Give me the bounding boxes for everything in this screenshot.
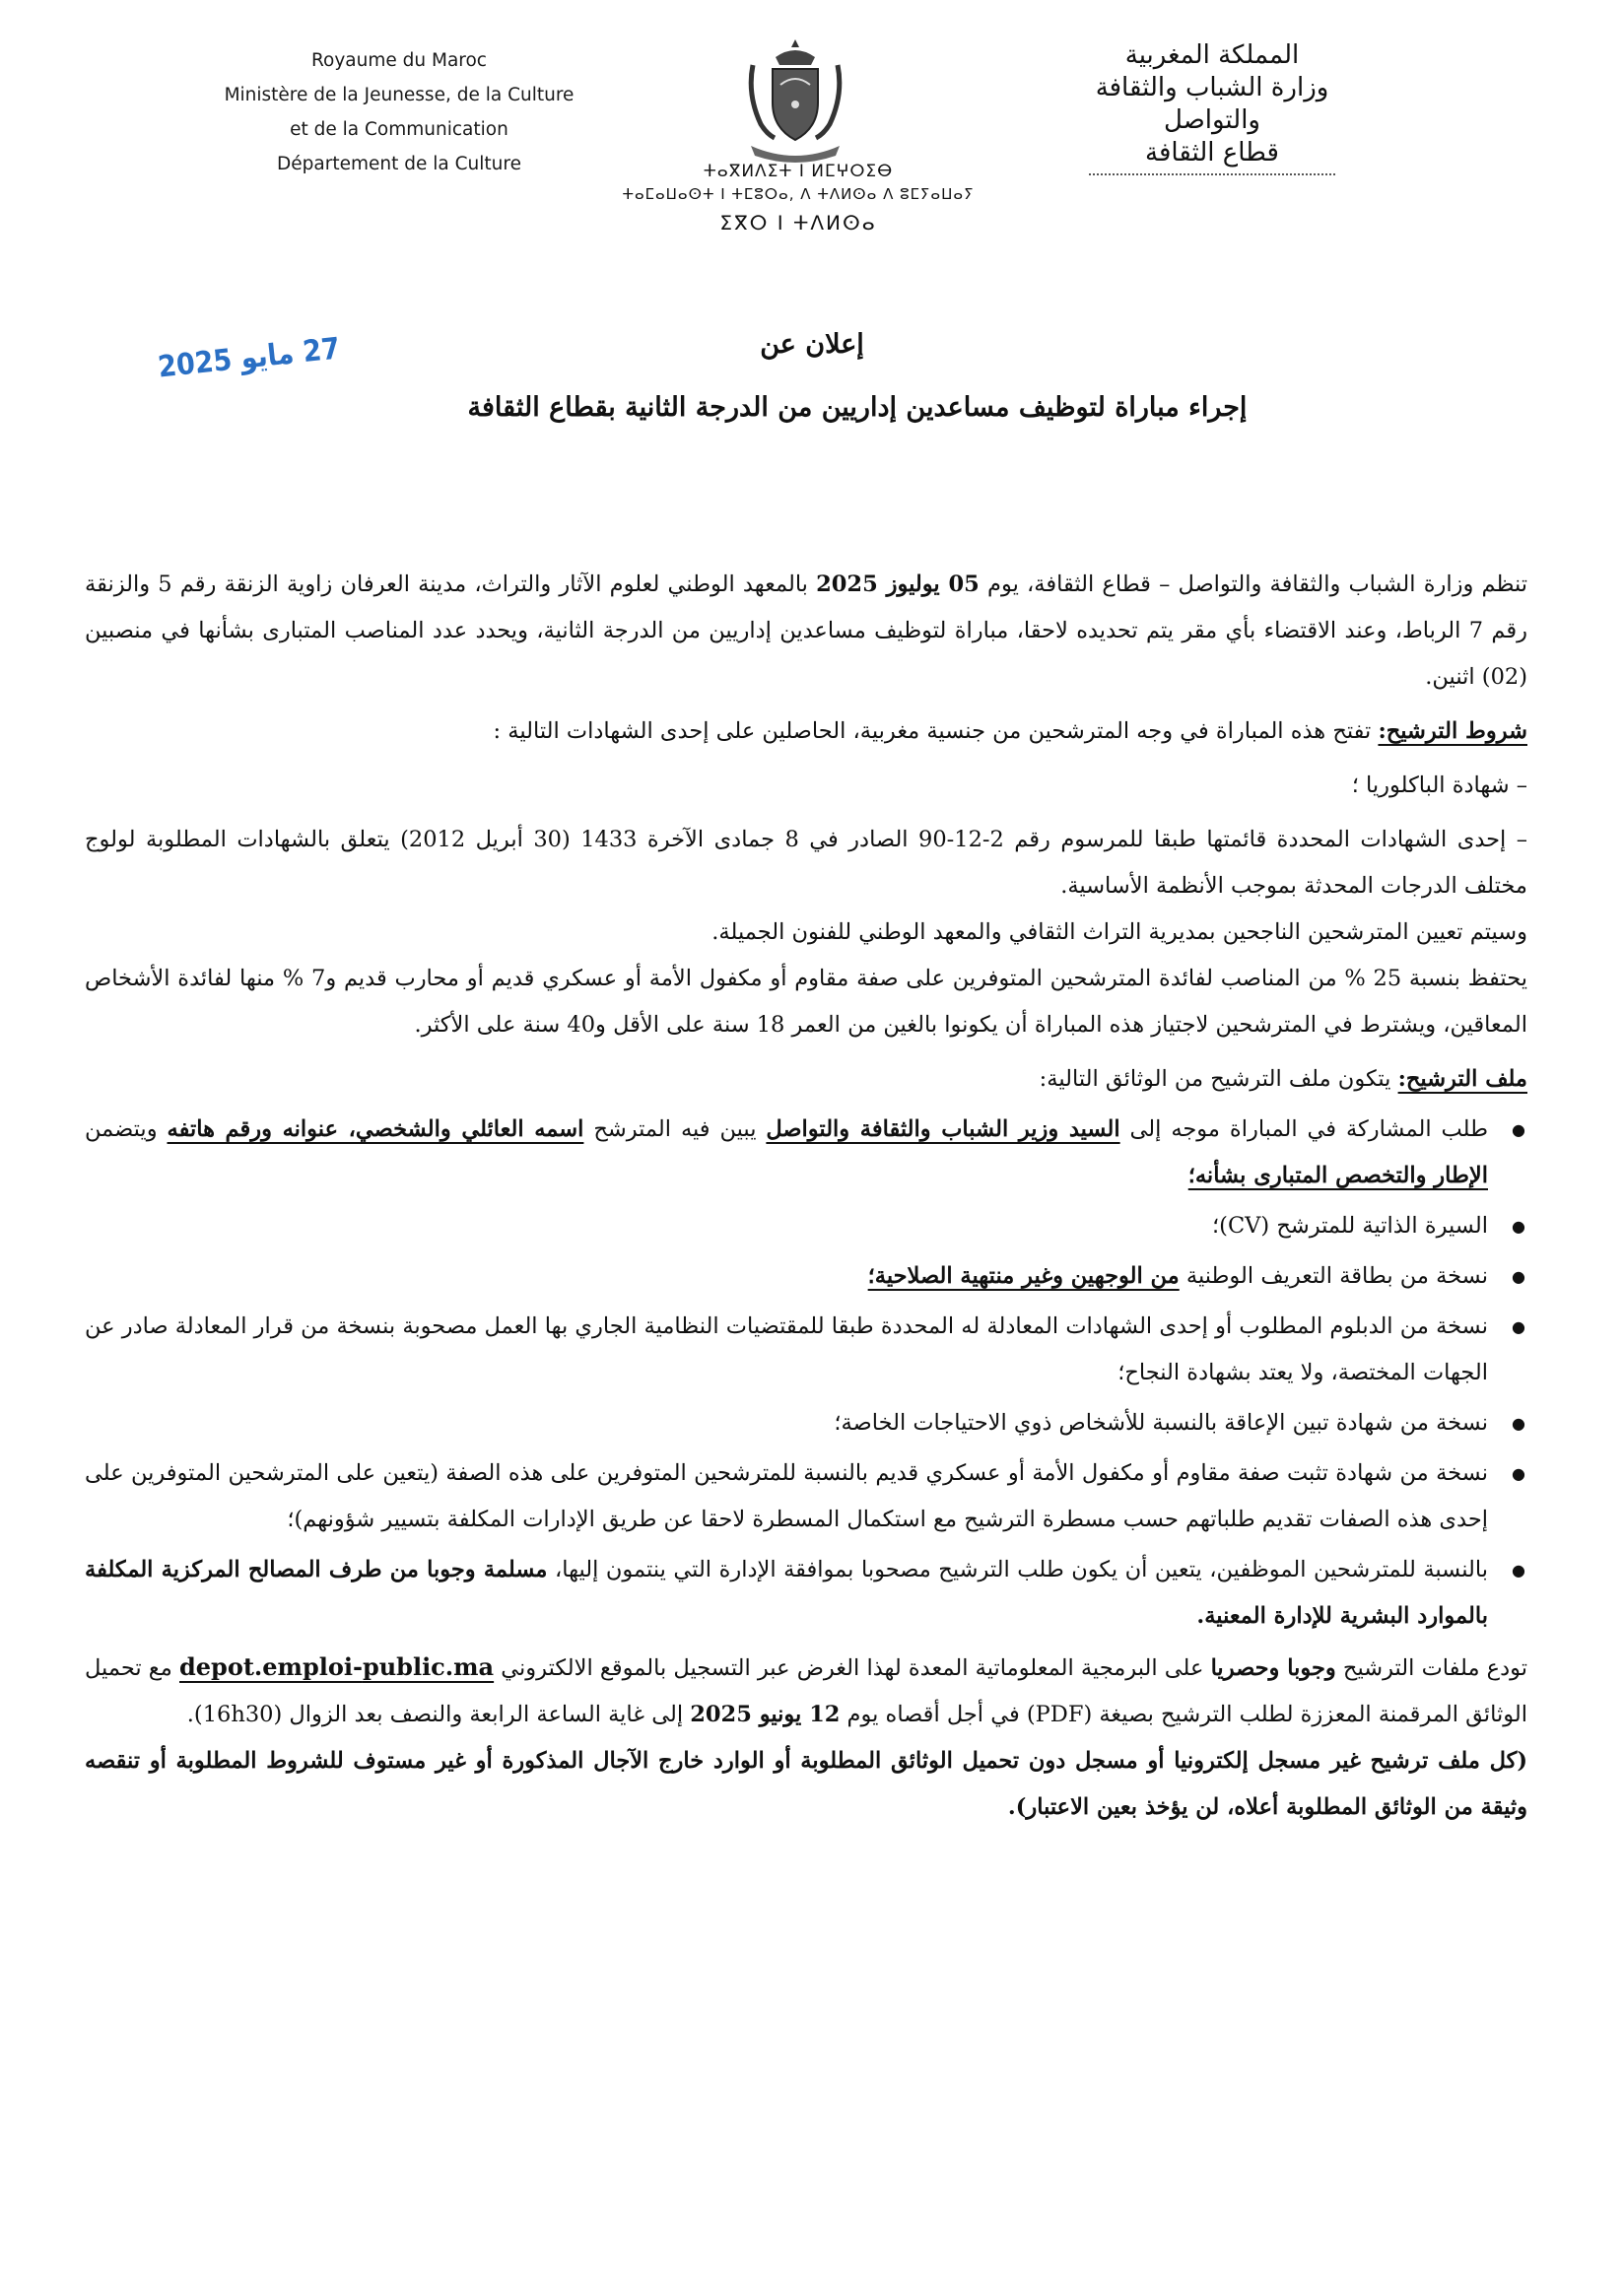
deposit-url-link[interactable]	[179, 1652, 494, 1681]
item-text: يبين فيه المترشح	[583, 1116, 767, 1142]
ar-header-line: وزارة الشباب والثقافة	[1095, 73, 1329, 102]
document-item	[85, 1547, 1527, 1640]
tifinagh-line: ⵉⴳⵔ ⵏ ⵜⴷⵍⵙⴰ	[719, 211, 877, 235]
documents-list	[85, 1107, 1527, 1640]
tifinagh-line: ⵜⴰⴳⵍⴷⵉⵜ ⵏ ⵍⵎⵖⵔⵉⴱ	[703, 162, 894, 181]
file-paragraph	[85, 1056, 1527, 1103]
deposit-text: على البرمجية المعلوماتية المعدة لهذا الغرض عبر التسجيل بالموقع الالكتروني	[501, 1655, 1211, 1681]
announcement-title: إعلان عن	[760, 329, 864, 360]
url-part: public.ma	[362, 1652, 495, 1681]
announcement-subtitle: إجراء مباراة لتوظيف مساعدين إداريين من الدرجة الثانية بقطاع الثقافة	[467, 392, 1248, 423]
assignment-paragraph: وسيتم تعيين المترشحين الناجحين بمديرية التراث الثقافي والمعهد الوطني للفنون الجميلة.	[711, 919, 1527, 945]
file-heading: ملف الترشيح:	[1397, 1066, 1527, 1092]
document-item	[85, 1107, 1527, 1199]
intro-paragraph	[85, 562, 1527, 701]
condition-item: – شهادة الباكلوريا ؛	[1351, 773, 1527, 798]
item-emphasis: اسمه العائلي والشخصي، عنوانه ورقم هاتفه	[167, 1116, 584, 1142]
intro-text: بالمعهد الوطني لعلوم الآثار والتراث، مدينة العرفان زاوية الزنقة رقم 5 والزنقة رقم 7 الرباط، وعند الاقتضاء بأي مقر يتم تحديده لاحقا، مباراة لتوظيف مساعدين إداريين من الدرجة الثانية، ويحدد عدد المناصب المتبارى بشأنها في منصبين (02) اثنين.	[85, 572, 1528, 690]
warning-text: (كل ملف ترشيح غير مسجل إلكترونيا أو مسجل دون تحميل الوثائق المطلوبة أو الوارد خارج الآجال المذكورة أو غير مستوف للشروط المطلوبة أو تنقصه وثيقة من الوثائق المطلوبة أعلاه، لن يؤخذ بعين الاعتبار).	[85, 1748, 1527, 1820]
url-part: depot.emploi-	[179, 1652, 363, 1681]
fr-header-line: et de la Communication	[290, 119, 508, 140]
fr-header-line: Département de la Culture	[277, 154, 521, 174]
item-text: بالنسبة للمترشحين الموظفين، يتعين أن يكون طلب الترشيح مصحوبا بموافقة الإدارة التي ينتمون إليها،	[547, 1557, 1489, 1582]
coat-of-arms-emblem	[741, 35, 849, 164]
deposit-paragraph	[85, 1644, 1527, 1738]
conditions-heading: شروط الترشيح:	[1378, 718, 1527, 744]
deadline-date: 12 يونيو 2025	[690, 1702, 841, 1727]
item-text: نسخة من بطاقة التعريف الوطنية	[1179, 1263, 1488, 1289]
fr-header-line: Royaume du Maroc	[311, 50, 487, 71]
fr-header-line: Ministère de la Jeunesse, de la Culture	[224, 85, 575, 105]
tifinagh-letterhead	[591, 160, 1005, 240]
ar-header-line: والتواصل	[1164, 105, 1260, 135]
item-emphasis: الإطار والتخصص المتبارى بشأنه؛	[1187, 1163, 1488, 1188]
french-letterhead	[217, 43, 581, 181]
ar-header-line: المملكة المغربية	[1124, 40, 1300, 70]
document-item: ● السيرة الذاتية للمترشح (CV)؛	[85, 1203, 1527, 1249]
quota-paragraph: يحتفظ بنسبة 25 % من المناصب لفائدة المترشحين المتوفرين على صفة مقاوم أو مكفول الأمة أو عسكري قديم أو محارب قديم و7 % منها لفائدة الأشخاص المعاقين، ويشترط في المترشحين لاجتياز هذه المباراة أن يكونوا بالغين من العمر 18 سنة على الأقل و40 سنة على الأكثر.	[85, 966, 1527, 1038]
condition-item: – إحدى الشهادات المحددة قائمتها طبقا للمرسوم رقم 2-12-90 الصادر في 8 جمادى الآخرة 1433 (30 أبريل 2012) يتعلق بالشهادات المطلوبة لولوج مختلف الدرجات المحدثة بموجب الأنظمة الأساسية.	[85, 827, 1527, 899]
document-item: ● نسخة من شهادة تبين الإعاقة بالنسبة للأشخاص ذوي الاحتياجات الخاصة؛	[85, 1400, 1527, 1446]
arabic-letterhead	[1025, 39, 1399, 175]
document-item: ● نسخة من الدبلوم المطلوب أو إحدى الشهادات المعادلة له المحددة طبقا للمقتضيات النظامية الجاري بها العمل مصحوبة بنسخة من قرار المعادلة صادر عن الجهات المختصة، ولا يعتد بشهادة النجاح؛	[85, 1304, 1527, 1396]
item-text: طلب المشاركة في المباراة موجه إلى	[1119, 1116, 1489, 1142]
document-item	[85, 1253, 1527, 1300]
conditions-paragraph	[85, 708, 1527, 755]
file-text: يتكون ملف الترشيح من الوثائق التالية:	[1039, 1066, 1398, 1092]
conditions-text: تفتح هذه المباراة في وجه المترشحين من جنسية مغربية، الحاصلين على إحدى الشهادات التالية :	[493, 718, 1379, 744]
announcement-body	[85, 562, 1527, 1831]
item-emphasis: السيد وزير الشباب والثقافة والتواصل	[766, 1116, 1120, 1142]
deposit-text: مع تحميل الوثائق المرقمنة المعززة لطلب الترشيح بصيغة (PDF) في أجل أقصاه يوم	[85, 1655, 1527, 1727]
document-item: ● نسخة من شهادة تثبت صفة مقاوم أو مكفول الأمة أو عسكري قديم بالنسبة للمترشحين المتوفرين على هذه الصفة (يتعين على المترشحين المتوفرين على إحدى هذه الصفات تقديم طلباتهم حسب مسطرة الترشيح مع استكمال المسطرة لاحقا عن طريق الإدارات المكلفة بتسيير شؤونهم)؛	[85, 1450, 1527, 1543]
warning-paragraph	[85, 1738, 1527, 1831]
intro-text: تنظم وزارة الشباب والثقافة والتواصل – قطاع الثقافة، يوم	[979, 572, 1528, 597]
ar-header-line: قطاع الثقافة	[1145, 138, 1279, 168]
item-text: ويتضمن	[85, 1116, 168, 1142]
item-emphasis: من الوجهين وغير منتهية الصلاحية؛	[867, 1263, 1180, 1289]
deposit-text: تودع ملفات الترشيح	[1335, 1655, 1527, 1681]
date-stamp: 27 مايو 2025	[156, 331, 342, 385]
tifinagh-line: ⵜⴰⵎⴰⵡⴰⵙⵜ ⵏ ⵜⵎⵓⵔⴰ, ⴷ ⵜⴷⵍⵙⴰ ⴷ ⵓⵎⵢⴰⵡⴰⵢ	[622, 185, 975, 203]
item-emphasis: مسلمة وجوبا من طرف المصالح المركزية المكلفة بالموارد البشرية للإدارة المعنية.	[85, 1557, 1488, 1629]
exam-date: 05 يوليوز 2025	[816, 572, 980, 597]
header-divider	[1089, 173, 1335, 175]
deposit-emphasis: وجوبا وحصريا	[1210, 1655, 1336, 1681]
deposit-text: إلى غاية الساعة الرابعة والنصف بعد الزوال (16h30).	[186, 1702, 691, 1727]
